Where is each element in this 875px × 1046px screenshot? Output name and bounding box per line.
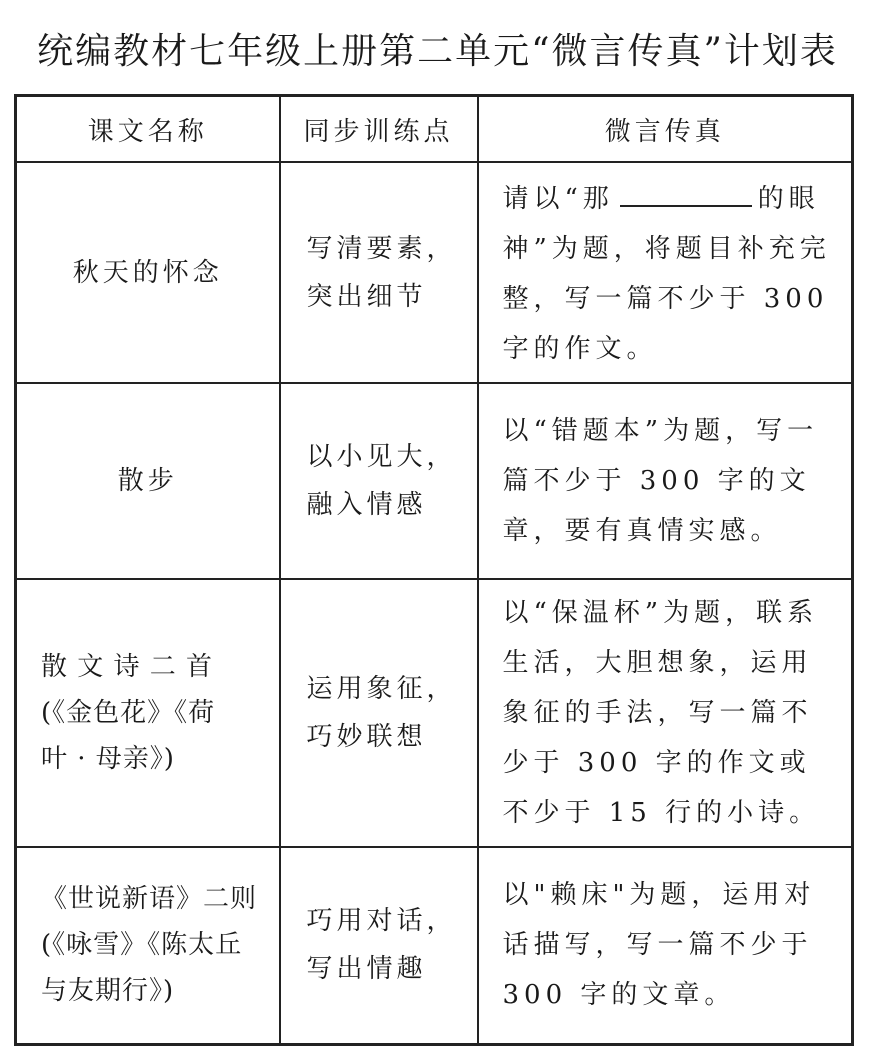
lesson-cell (16, 579, 280, 847)
training-line: 融入情感 (306, 490, 427, 520)
header-writing-task: 微言传真 (478, 96, 853, 163)
lesson-subtitle: 与友期行》) (41, 976, 175, 1007)
lesson-name: 秋天的怀念 (72, 257, 223, 288)
lesson-name: 《世说新语》二则 (41, 884, 258, 915)
task-cell (478, 579, 853, 847)
table-header-row (16, 96, 853, 163)
lesson-subtitle: 叶 · 母亲》) (41, 744, 175, 774)
training-line: 运用象征， (306, 674, 457, 704)
training-cell (280, 383, 478, 579)
lesson-cell (16, 847, 280, 1044)
fill-in-blank (620, 171, 752, 207)
training-line: 写清要素， (306, 233, 457, 264)
task-text: 以“错题本”为题，写一篇不少于 300 字的文章，要有真情实感。 (502, 416, 819, 546)
lesson-name: 散 文 诗 二 首 (41, 652, 214, 682)
page-title: 统编教材七年级上册第二单元“微言传真”计划表 (37, 31, 838, 72)
task-cell (478, 847, 853, 1044)
table-row (16, 579, 853, 847)
lesson-cell (16, 383, 280, 579)
training-line: 巧用对话， (306, 906, 457, 937)
task-text: 以“保温杯”为题，联系生活，大胆想象，运用象征的手法，写一篇不少于 300 字的作文或不少于 15 行的小诗。 (502, 598, 821, 828)
training-cell (280, 162, 478, 383)
training-line: 以小见大， (306, 442, 457, 472)
task-cell (478, 383, 853, 579)
table-row (16, 383, 853, 579)
header-lesson-name: 课文名称 (16, 96, 280, 163)
training-line: 写出情趣 (306, 954, 427, 985)
lesson-name: 散步 (117, 466, 178, 496)
header-training-point: 同步训练点 (280, 96, 478, 163)
training-cell (280, 579, 478, 847)
task-text: 以"赖床"为题，运用对话描写，写一篇不少于 300 字的文章。 (502, 880, 816, 1011)
task-text-start: 请以“那 (502, 184, 614, 214)
lesson-subtitle: (《金色花》《荷 (41, 698, 216, 728)
lesson-subtitle: (《咏雪》《陈太丘 (41, 930, 243, 961)
training-line: 巧妙联想 (306, 722, 427, 752)
lesson-cell (16, 162, 280, 383)
table-row (16, 847, 853, 1044)
training-line: 突出细节 (306, 281, 427, 312)
table-row (16, 162, 853, 383)
task-text-end: 的眼神”为题，将题目补充完整，写一篇不少于 300 字的作文。 (502, 184, 831, 364)
task-cell (478, 162, 853, 383)
plan-table (14, 94, 854, 1046)
training-cell (280, 847, 478, 1044)
